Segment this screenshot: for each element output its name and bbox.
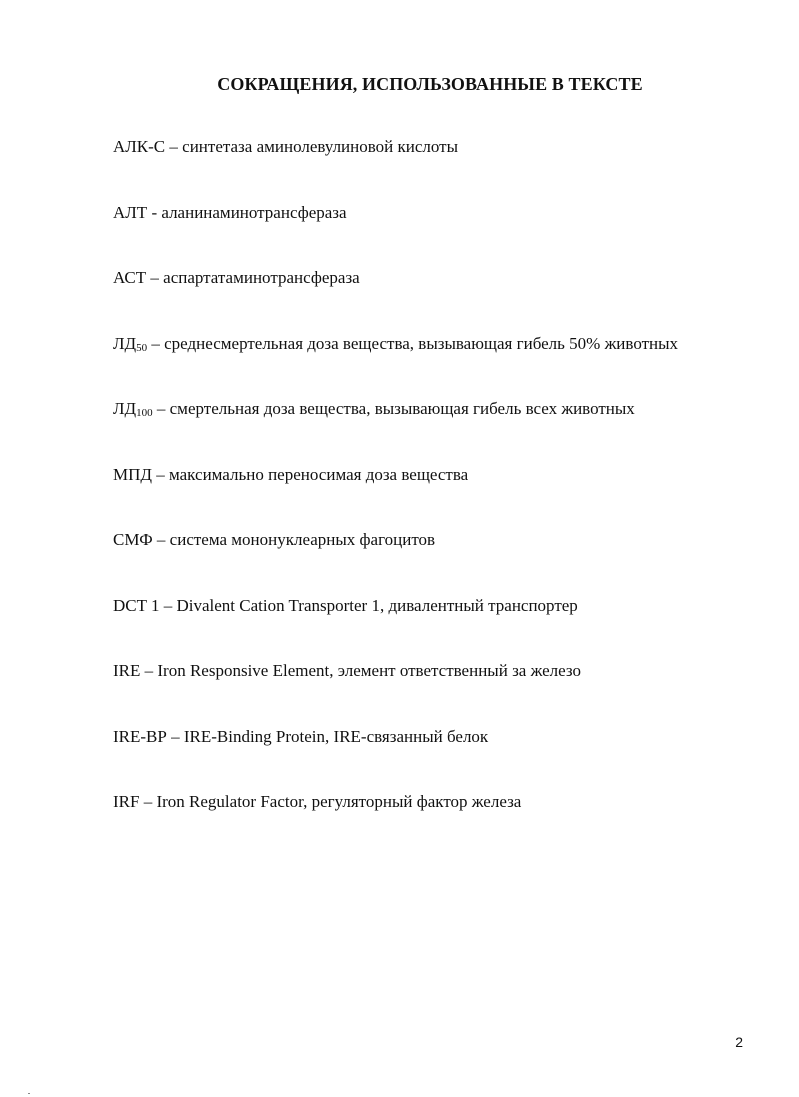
abbreviation-definition: смертельная доза вещества, вызывающая гибель всех животных xyxy=(169,399,635,418)
abbreviation-definition: аланинаминотрансфераза xyxy=(161,202,347,222)
abbreviation-term: АЛТ xyxy=(113,202,148,222)
page-number: 2 xyxy=(735,1034,743,1050)
abbreviation-entry xyxy=(113,333,793,399)
abbreviation-definition: Iron Responsive Element, элемент ответственный за железо xyxy=(157,661,581,680)
abbreviation-term: DCT 1 xyxy=(113,595,160,615)
separator: – xyxy=(146,268,164,287)
abbreviation-entry xyxy=(113,202,793,268)
scan-speck xyxy=(28,1093,30,1094)
abbreviation-entry xyxy=(113,267,793,333)
abbreviation-term: АСТ xyxy=(113,268,147,287)
abbreviation-entry xyxy=(113,791,793,857)
abbreviation-term: $ЛД_{100}$ xyxy=(113,399,153,419)
abbreviation-entry xyxy=(113,464,793,530)
abbreviation-entry xyxy=(113,529,793,595)
abbreviation-term: IRF xyxy=(113,792,140,811)
abbreviation-term: IRE xyxy=(113,661,141,680)
separator: – xyxy=(152,530,170,549)
separator: – xyxy=(140,661,158,680)
abbreviation-entry xyxy=(113,660,793,726)
abbreviation-term: $ЛД_{50}$ xyxy=(113,333,148,354)
abbreviation-term: СМФ xyxy=(113,530,153,549)
abbreviation-entry xyxy=(113,136,793,202)
abbreviation-definition: среднесмертельная доза вещества, вызывающая гибель 50% животных xyxy=(164,333,679,353)
separator: – xyxy=(139,792,157,811)
page-title: СОКРАЩЕНИЯ, ИСПОЛЬЗОВАННЫЕ В ТЕКСТЕ xyxy=(217,74,643,94)
separator: – xyxy=(152,464,169,484)
abbreviation-term: АЛК-С xyxy=(113,137,166,156)
separator: – xyxy=(165,137,183,156)
abbreviation-definition: IRE-Binding Protein, IRE-связанный белок xyxy=(183,726,489,746)
abbreviation-definition: Iron Regulator Factor, регуляторный фактор железа xyxy=(156,792,522,811)
separator: – xyxy=(159,595,177,615)
abbreviation-entry xyxy=(113,726,793,792)
separator: – xyxy=(147,333,165,353)
abbreviation-definition: синтетаза аминолевулиновой кислоты xyxy=(182,137,459,156)
abbreviation-definition: система мононуклеарных фагоцитов xyxy=(169,530,436,549)
abbreviation-list xyxy=(113,136,793,857)
separator: – xyxy=(152,399,170,418)
abbreviation-entry xyxy=(113,595,793,661)
abbreviation-definition: максимально переносимая доза вещества xyxy=(169,464,469,484)
separator: - xyxy=(147,202,162,222)
separator: – xyxy=(166,726,184,746)
abbreviation-term: IRE-BP xyxy=(113,726,167,746)
abbreviation-term: МПД xyxy=(113,464,152,484)
abbreviation-definition: аспартатаминотрансфераза xyxy=(163,268,360,287)
abbreviation-entry xyxy=(113,398,793,464)
abbreviation-definition: Divalent Cation Transporter 1, дивалентный транспортер xyxy=(176,595,578,615)
